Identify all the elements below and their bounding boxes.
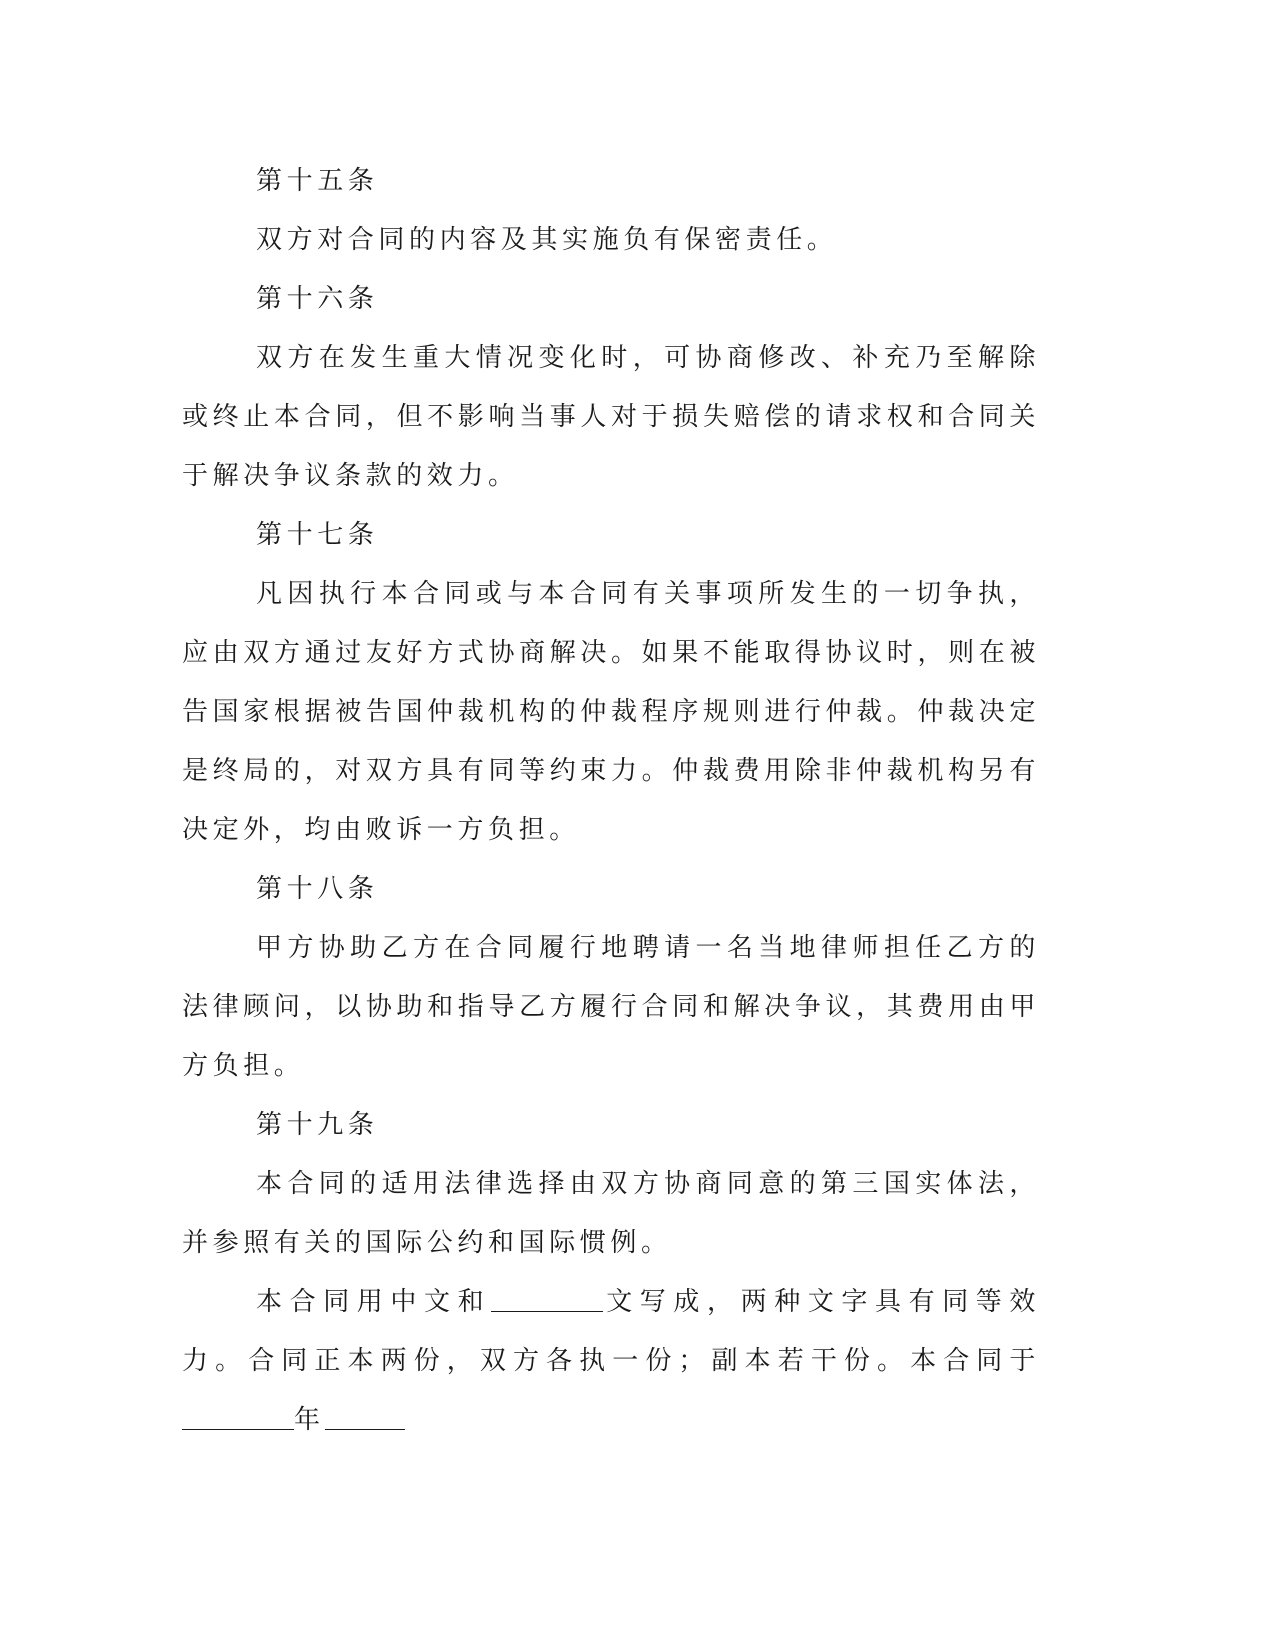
closing-text-1: 本合同用中文和 bbox=[256, 1287, 492, 1317]
article-15-heading: 第十五条 bbox=[256, 166, 379, 196]
article-19-body: 本合同的适用法律选择由双方协商同意的第三国实体法，并参照有关的国际公约和国际惯例。 bbox=[182, 1169, 1040, 1258]
article-19-heading: 第十九条 bbox=[256, 1110, 379, 1140]
article-16-heading: 第十六条 bbox=[256, 284, 379, 314]
contract-text bbox=[182, 152, 1040, 1450]
article-17-body: 凡因执行本合同或与本合同有关事项所发生的一切争执，应由双方通过友好方式协商解决。如果不能取得协议时，则在被告国家根据被告国仲裁机构的仲裁程序规则进行仲裁。仲裁决定是终局的，对双方具有同等约束力。仲裁费用除非仲裁机构另有决定外，均由败诉一方负担。 bbox=[182, 579, 1040, 845]
article-17-heading: 第十七条 bbox=[256, 520, 379, 550]
article-18-body: 甲方协助乙方在合同履行地聘请一名当地律师担任乙方的法律顾问，以协助和指导乙方履行合同和解决争议，其费用由甲方负担。 bbox=[182, 933, 1040, 1081]
article-15-body: 双方对合同的内容及其实施负有保密责任。 bbox=[256, 225, 838, 255]
closing-text-2: 文写成，两种文字具有同等效力。合同正本两份，双方各执一份；副本若干份。本合同于 bbox=[182, 1287, 1040, 1376]
article-18-heading: 第十八条 bbox=[256, 874, 379, 904]
year-blank bbox=[182, 1405, 294, 1430]
closing-paragraph bbox=[182, 1273, 1040, 1450]
language-blank bbox=[491, 1287, 603, 1312]
month-blank bbox=[325, 1405, 405, 1430]
article-16-body: 双方在发生重大情况变化时，可协商修改、补充乃至解除或终止本合同，但不影响当事人对于损失赔偿的请求权和合同关于解决争议条款的效力。 bbox=[182, 343, 1040, 491]
closing-text-3: 年 bbox=[294, 1405, 325, 1435]
